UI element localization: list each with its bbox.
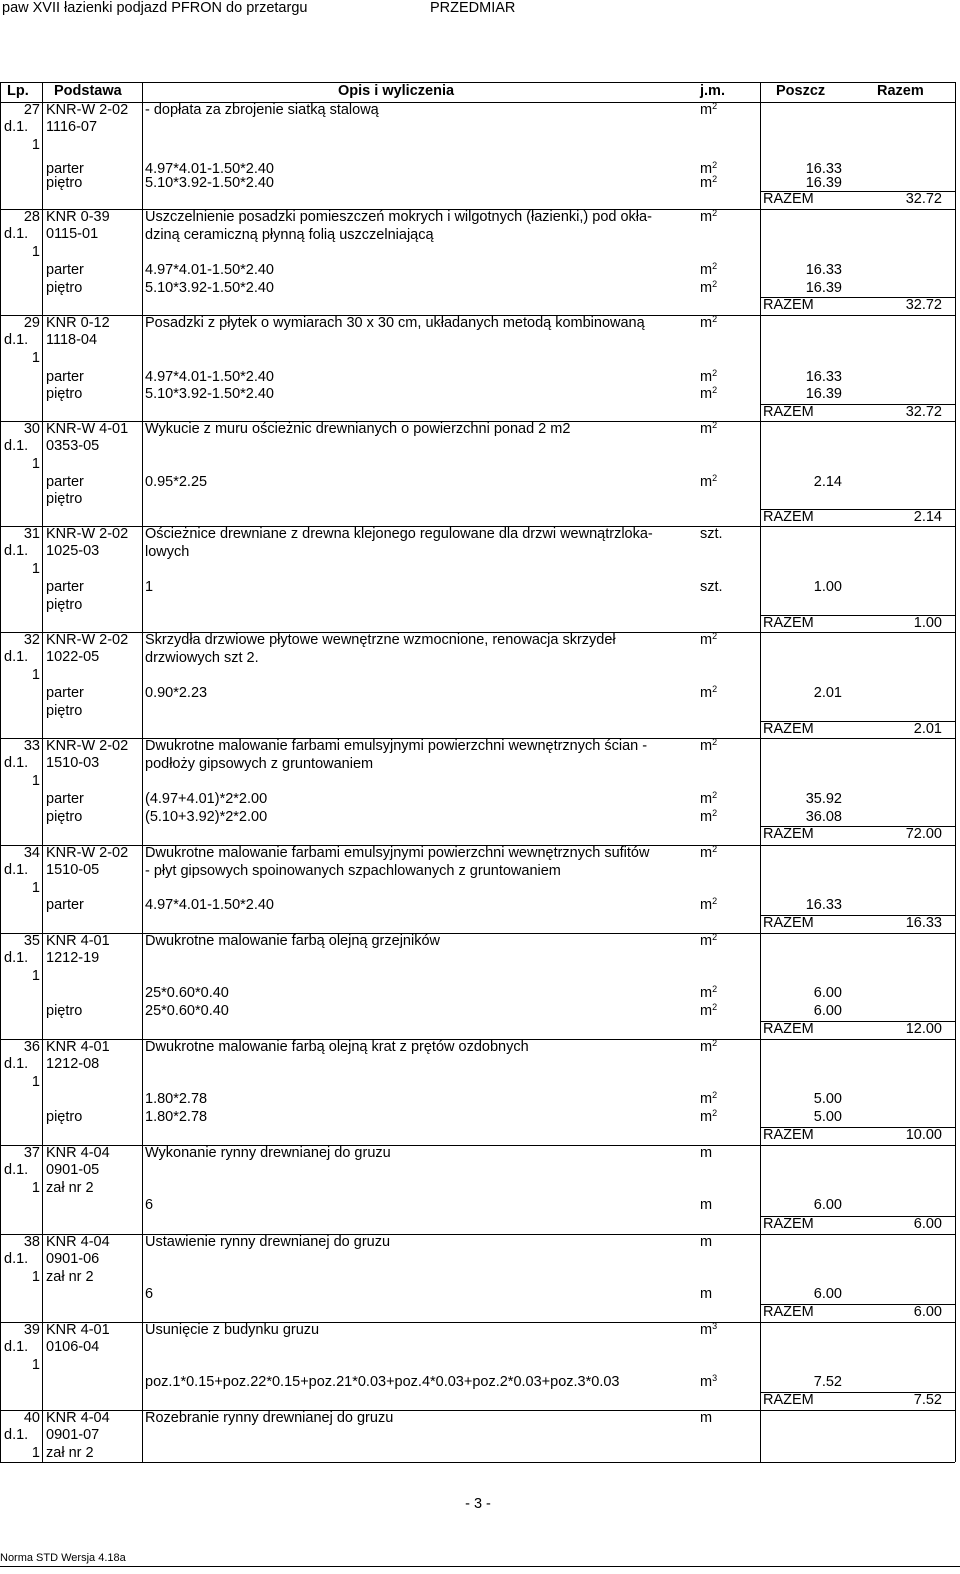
calc-unit: $m^2$ xyxy=(700,1002,718,1019)
calc-label: parter xyxy=(46,262,84,278)
calc-value: 16.33 xyxy=(805,161,842,177)
item-d: d.1. xyxy=(4,438,29,454)
column-opis: Opis i wyliczenia xyxy=(338,83,455,99)
calc-expression: 4.97*4.01-1.50*2.40 xyxy=(145,897,274,913)
item-number: 31 xyxy=(23,526,40,542)
razem-border xyxy=(760,1216,955,1217)
calc-expression: 4.97*4.01-1.50*2.40 xyxy=(145,262,274,278)
podstawa-opis-divider xyxy=(142,82,143,1462)
item-number: 35 xyxy=(23,933,40,949)
item-unit: m xyxy=(700,1410,713,1426)
item-n: 1 xyxy=(31,137,40,153)
item-base-number: 1022-05 xyxy=(46,649,100,665)
calc-expression: 1 xyxy=(145,579,154,595)
calc-value: 6.00 xyxy=(813,1286,842,1302)
item-d: d.1. xyxy=(4,119,29,135)
header-top-border xyxy=(0,82,955,83)
calc-value: 5.00 xyxy=(813,1109,842,1125)
item-n: 1 xyxy=(31,350,40,366)
item-base-code: KNR 0-12 xyxy=(46,315,110,331)
calc-value: 2.14 xyxy=(813,474,842,490)
item-description: Wykucie z muru ościeżnic drewnianych o powierzchni ponad 2 m2 xyxy=(145,421,571,437)
item-unit: $m^3$ xyxy=(700,1321,718,1338)
item-d: d.1. xyxy=(4,649,29,665)
calc-unit: $m^2$ xyxy=(700,896,718,913)
item-d: d.1. xyxy=(4,1251,29,1267)
razem-value: 6.00 xyxy=(913,1216,942,1232)
item-description: Dwukrotne malowanie farbą olejną krat z prętów ozdobnych xyxy=(145,1039,529,1055)
calc-value: 6.00 xyxy=(813,1003,842,1019)
razem-border xyxy=(760,826,955,827)
item-number: 32 xyxy=(23,632,40,648)
calc-expression: (4.97+4.01)*2*2.00 xyxy=(145,791,268,807)
calc-label: parter xyxy=(46,474,84,490)
razem-label: RAZEM xyxy=(763,1216,814,1232)
document-title: paw XVII łazienki podjazd PFRON do przetargu xyxy=(2,0,308,16)
calc-unit: $m^2$ xyxy=(700,160,718,177)
column-poszcz: Poszcz xyxy=(776,83,826,99)
calc-label: parter xyxy=(46,161,84,177)
calc-expression: 5.10*3.92-1.50*2.40 xyxy=(145,175,274,191)
item-unit: $m^2$ xyxy=(700,1038,718,1055)
item-description: Wykonanie rynny drewnianej do gruzu xyxy=(145,1145,391,1161)
item-base-number: 1212-19 xyxy=(46,950,100,966)
item-description: Ustawienie rynny drewnianej do gruzu xyxy=(145,1234,391,1250)
item-n: 1 xyxy=(31,1269,40,1285)
calc-expression: 4.97*4.01-1.50*2.40 xyxy=(145,369,274,385)
calc-label: piętro xyxy=(46,280,83,296)
calc-expression: 1.80*2.78 xyxy=(145,1091,208,1107)
calc-expression: 25*0.60*0.40 xyxy=(145,1003,229,1019)
calc-value: 35.92 xyxy=(805,791,842,807)
item-base-code: KNR-W 2-02 xyxy=(46,526,129,542)
item-base-number: 1510-05 xyxy=(46,862,100,878)
item-description: - dopłata za zbrojenie siatką stalową xyxy=(145,102,379,118)
item-number: 37 xyxy=(23,1145,40,1161)
calc-unit: $m^2$ xyxy=(700,684,718,701)
razem-border xyxy=(760,1392,955,1393)
razem-value: 32.72 xyxy=(905,297,942,313)
calc-unit: $m^2$ xyxy=(700,1108,718,1125)
item-unit: $m^2$ xyxy=(700,420,718,437)
calc-unit: m xyxy=(700,1197,713,1213)
column-podstawa: Podstawa xyxy=(54,83,122,99)
calc-label: piętro xyxy=(46,809,83,825)
razem-label: RAZEM xyxy=(763,826,814,842)
item-d: d.1. xyxy=(4,862,29,878)
item-n: 1 xyxy=(31,968,40,984)
item-description: Skrzydła drzwiowe płytowe wewnętrzne wzmocnione, renowacja skrzydeł xyxy=(145,632,616,648)
header-bottom-border xyxy=(0,102,955,103)
item-d: d.1. xyxy=(4,1162,29,1178)
razem-border xyxy=(760,1304,955,1305)
razem-label: RAZEM xyxy=(763,615,814,631)
calc-label: parter xyxy=(46,685,84,701)
item-n: 1 xyxy=(31,1445,40,1461)
item-d: d.1. xyxy=(4,1339,29,1355)
item-description: Rozebranie rynny drewnianej do gruzu xyxy=(145,1410,394,1426)
razem-value: 10.00 xyxy=(905,1127,942,1143)
item-unit: $m^2$ xyxy=(700,737,718,754)
razem-value: 6.00 xyxy=(913,1304,942,1320)
item-base-code: KNR-W 2-02 xyxy=(46,102,129,118)
calc-label: piętro xyxy=(46,1109,83,1125)
calc-label: piętro xyxy=(46,491,83,507)
calc-unit: $m^2$ xyxy=(700,279,718,296)
razem-label: RAZEM xyxy=(763,297,814,313)
razem-label: RAZEM xyxy=(763,1304,814,1320)
razem-border xyxy=(760,615,955,616)
razem-border xyxy=(760,1021,955,1022)
item-number: 40 xyxy=(23,1410,40,1426)
table-bottom-border xyxy=(0,1462,955,1463)
item-n: 1 xyxy=(31,1180,40,1196)
calc-expression: 0.90*2.23 xyxy=(145,685,208,701)
item-base-number: 0901-07 xyxy=(46,1427,100,1443)
item-number: 30 xyxy=(23,421,40,437)
column-razem: Razem xyxy=(877,83,924,99)
item-base-code: KNR 4-01 xyxy=(46,933,110,949)
calc-label: parter xyxy=(46,369,84,385)
item-description: Dwukrotne malowanie farbami emulsyjnymi powierzchni wewnętrznych sufitów xyxy=(145,845,650,861)
calc-expression: 6 xyxy=(145,1197,154,1213)
calc-unit: $m^2$ xyxy=(700,385,718,402)
calc-label: piętro xyxy=(46,597,83,613)
calc-unit: $m^2$ xyxy=(700,1090,718,1107)
calc-unit: $m^2$ xyxy=(700,473,718,490)
razem-label: RAZEM xyxy=(763,191,814,207)
item-base-number: 0115-01 xyxy=(46,226,99,242)
item-base-number: 1118-04 xyxy=(46,332,98,348)
item-base-code: KNR 4-04 xyxy=(46,1145,110,1161)
calc-value: 16.39 xyxy=(805,280,842,296)
left-border xyxy=(0,82,1,1462)
item-d: d.1. xyxy=(4,1427,29,1443)
item-base-note: zał nr 2 xyxy=(46,1445,94,1461)
calc-value: 16.33 xyxy=(805,369,842,385)
calc-label: piętro xyxy=(46,386,83,402)
item-description: Uszczelnienie posadzki pomieszczeń mokrych i wilgotnych (łazienki,) pod okła- xyxy=(145,209,652,225)
calc-label: piętro xyxy=(46,175,83,191)
item-description: Dwukrotne malowanie farbą olejną grzejników xyxy=(145,933,440,949)
calc-value: 16.39 xyxy=(805,175,842,191)
item-description: podłoży gipsowych z gruntowaniem xyxy=(145,756,374,772)
item-base-code: KNR-W 4-01 xyxy=(46,421,129,437)
item-description: dziną ceramiczną płynną folią uszczelniającą xyxy=(145,227,434,243)
item-number: 39 xyxy=(23,1322,40,1338)
item-base-number: 0106-04 xyxy=(46,1339,100,1355)
razem-border xyxy=(760,509,955,510)
item-d: d.1. xyxy=(4,332,29,348)
calc-value: 6.00 xyxy=(813,985,842,1001)
calc-expression: 6 xyxy=(145,1286,154,1302)
item-n: 1 xyxy=(31,244,40,260)
poszcz-left-divider xyxy=(760,82,761,1462)
item-unit: $m^2$ xyxy=(700,844,718,861)
calc-label: piętro xyxy=(46,1003,83,1019)
calc-value: 2.01 xyxy=(813,685,842,701)
item-description: drzwiowych szt 2. xyxy=(145,650,259,666)
column-jm: j.m. xyxy=(700,83,725,99)
calc-expression: 5.10*3.92-1.50*2.40 xyxy=(145,386,274,402)
razem-label: RAZEM xyxy=(763,1127,814,1143)
item-n: 1 xyxy=(31,456,40,472)
item-unit: $m^2$ xyxy=(700,101,718,118)
row-border xyxy=(0,1234,955,1235)
razem-label: RAZEM xyxy=(763,915,814,931)
item-base-code: KNR-W 2-02 xyxy=(46,845,129,861)
calc-label: parter xyxy=(46,579,84,595)
item-d: d.1. xyxy=(4,755,29,771)
item-base-code: KNR-W 2-02 xyxy=(46,632,129,648)
razem-value: 32.72 xyxy=(905,404,942,420)
item-unit: $m^2$ xyxy=(700,932,718,949)
column-lp: Lp. xyxy=(7,83,29,99)
item-base-note: zał nr 2 xyxy=(46,1180,94,1196)
item-description: - płyt gipsowych spoinowanych szpachlowanych z gruntowaniem xyxy=(145,863,561,879)
calc-value: 1.00 xyxy=(813,579,842,595)
calc-value: 16.33 xyxy=(805,897,842,913)
item-base-number: 1116-07 xyxy=(46,119,98,135)
calc-value: 16.39 xyxy=(805,386,842,402)
razem-label: RAZEM xyxy=(763,1021,814,1037)
item-base-number: 0353-05 xyxy=(46,438,100,454)
razem-border xyxy=(760,191,955,192)
item-base-code: KNR 4-01 xyxy=(46,1039,110,1055)
item-n: 1 xyxy=(31,1357,40,1373)
calc-value: 5.00 xyxy=(813,1091,842,1107)
item-base-code: KNR 4-04 xyxy=(46,1410,110,1426)
item-base-code: KNR 4-01 xyxy=(46,1322,110,1338)
calc-value: 7.52 xyxy=(813,1374,842,1390)
razem-value: 16.33 xyxy=(905,915,942,931)
calc-unit: $m^2$ xyxy=(700,790,718,807)
razem-value: 12.00 xyxy=(905,1021,942,1037)
razem-value: 7.52 xyxy=(913,1392,942,1408)
item-description: Ościeżnice drewniane z drewna klejonego regulowane dla drzwi wewnątrzloka- xyxy=(145,526,653,542)
calc-unit: szt. xyxy=(700,579,723,595)
item-number: 36 xyxy=(23,1039,40,1055)
calc-label: parter xyxy=(46,791,84,807)
item-number: 27 xyxy=(23,102,40,118)
calc-label: parter xyxy=(46,897,84,913)
calc-unit: $m^2$ xyxy=(700,808,718,825)
item-unit: m xyxy=(700,1234,713,1250)
item-description: Posadzki z płytek o wymiarach 30 x 30 cm, układanych metodą kombinowaną xyxy=(145,315,645,331)
row-border xyxy=(0,933,955,934)
item-n: 1 xyxy=(31,880,40,896)
item-description: Usunięcie z budynku gruzu xyxy=(145,1322,320,1338)
razem-label: RAZEM xyxy=(763,1392,814,1408)
calc-unit: $m^2$ xyxy=(700,261,718,278)
calc-expression: 0.95*2.25 xyxy=(145,474,208,490)
razem-border xyxy=(760,915,955,916)
item-base-number: 0901-05 xyxy=(46,1162,100,1178)
item-d: d.1. xyxy=(4,1056,29,1072)
calc-expression: (5.10+3.92)*2*2.00 xyxy=(145,809,268,825)
item-base-code: KNR 4-04 xyxy=(46,1234,110,1250)
razem-border xyxy=(760,297,955,298)
item-n: 1 xyxy=(31,667,40,683)
row-border xyxy=(0,1410,955,1411)
item-base-number: 1025-03 xyxy=(46,543,100,559)
calc-unit: $m^3$ xyxy=(700,1373,718,1390)
item-unit: $m^2$ xyxy=(700,631,718,648)
footer-border xyxy=(0,1566,960,1567)
item-d: d.1. xyxy=(4,950,29,966)
item-base-note: zał nr 2 xyxy=(46,1269,94,1285)
calc-unit: $m^2$ xyxy=(700,368,718,385)
item-base-number: 1510-03 xyxy=(46,755,100,771)
calc-value: 6.00 xyxy=(813,1197,842,1213)
calc-label: piętro xyxy=(46,703,83,719)
calc-unit: $m^2$ xyxy=(700,984,718,1001)
calc-unit: m xyxy=(700,1286,713,1302)
razem-value: 72.00 xyxy=(905,826,942,842)
razem-border xyxy=(760,404,955,405)
item-base-code: KNR-W 2-02 xyxy=(46,738,129,754)
row-border xyxy=(0,1322,955,1323)
razem-label: RAZEM xyxy=(763,721,814,737)
razem-value: 32.72 xyxy=(905,191,942,207)
calc-expression: 4.97*4.01-1.50*2.40 xyxy=(145,161,274,177)
row-border xyxy=(0,1145,955,1146)
razem-value: 1.00 xyxy=(913,615,942,631)
calc-expression: poz.1*0.15+poz.22*0.15+poz.21*0.03+poz.4*0.03+poz.2*0.03+poz.3*0.03 xyxy=(145,1374,620,1390)
item-d: d.1. xyxy=(4,543,29,559)
razem-value: 2.01 xyxy=(913,721,942,737)
item-base-number: 0901-06 xyxy=(46,1251,100,1267)
item-n: 1 xyxy=(31,561,40,577)
table-header xyxy=(0,82,960,102)
item-base-code: KNR 0-39 xyxy=(46,209,110,225)
item-unit: m xyxy=(700,1145,713,1161)
lp-podstawa-divider xyxy=(42,82,43,1462)
item-unit: $m^2$ xyxy=(700,208,718,225)
item-d: d.1. xyxy=(4,226,29,242)
item-base-number: 1212-08 xyxy=(46,1056,100,1072)
calc-unit: $m^2$ xyxy=(700,174,718,191)
razem-label: RAZEM xyxy=(763,509,814,525)
calc-expression: 25*0.60*0.40 xyxy=(145,985,229,1001)
item-number: 33 xyxy=(23,738,40,754)
item-n: 1 xyxy=(31,1074,40,1090)
razem-border xyxy=(760,721,955,722)
item-n: 1 xyxy=(31,773,40,789)
page-number: - 3 - xyxy=(465,1496,491,1512)
item-description: lowych xyxy=(145,544,190,560)
item-number: 28 xyxy=(23,209,40,225)
item-number: 34 xyxy=(23,845,40,861)
calc-value: 16.33 xyxy=(805,262,842,278)
razem-label: RAZEM xyxy=(763,404,814,420)
item-description: Dwukrotne malowanie farbami emulsyjnymi powierzchni wewnętrznych ścian - xyxy=(145,738,648,754)
item-unit: szt. xyxy=(700,526,723,542)
item-number: 29 xyxy=(23,315,40,331)
calc-expression: 5.10*3.92-1.50*2.40 xyxy=(145,280,274,296)
document-subtitle: PRZEDMIAR xyxy=(430,0,516,16)
item-unit: $m^2$ xyxy=(700,314,718,331)
right-border xyxy=(955,82,956,1462)
razem-border xyxy=(760,1127,955,1128)
calc-expression: 1.80*2.78 xyxy=(145,1109,208,1125)
software-version: Norma STD Wersja 4.18a xyxy=(0,1552,126,1564)
calc-value: 36.08 xyxy=(805,809,842,825)
razem-value: 2.14 xyxy=(913,509,942,525)
item-number: 38 xyxy=(23,1234,40,1250)
